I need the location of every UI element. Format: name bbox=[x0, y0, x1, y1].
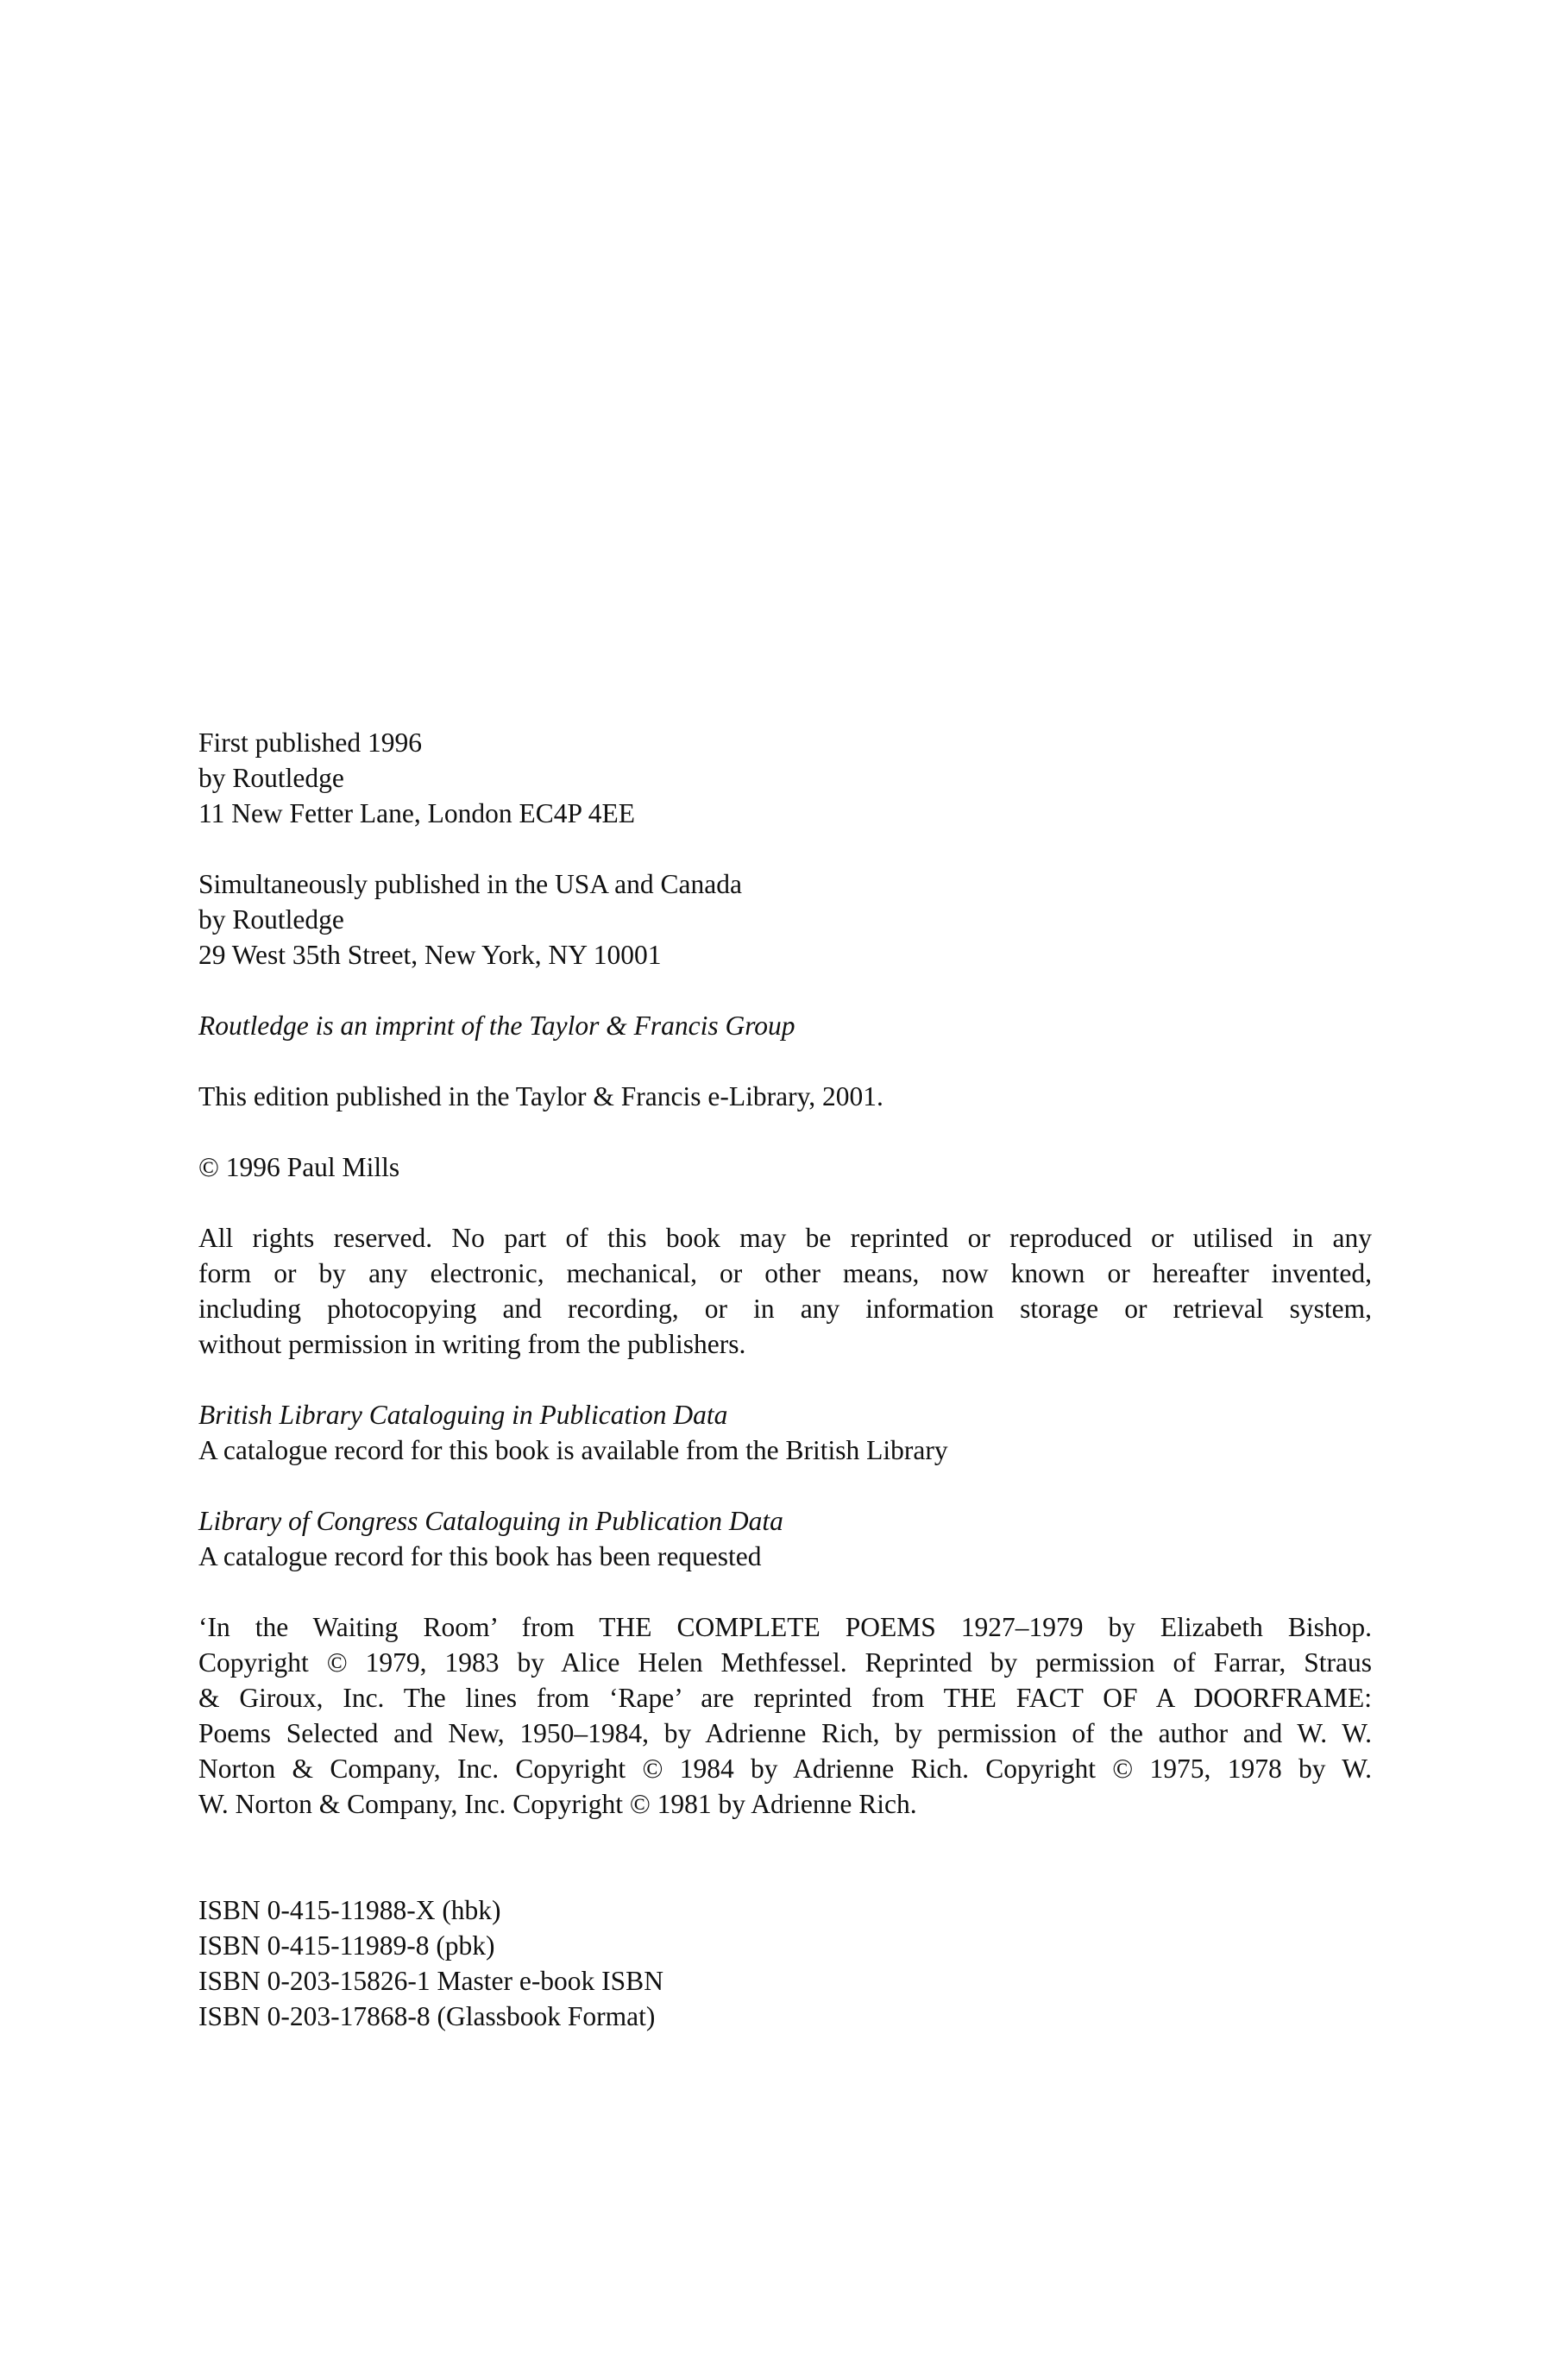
library-of-congress-heading: Library of Congress Cataloguing in Publication Data bbox=[198, 1506, 783, 1536]
permissions-line: Norton & Company, Inc. Copyright © 1984 by Adrienne Rich. Copyright © 1975, 1978 by W. bbox=[198, 1754, 1372, 1784]
rights-line: including photocopying and recording, or in any information storage or retrieval system, bbox=[198, 1294, 1372, 1324]
publisher-address-newyork: 29 West 35th Street, New York, NY 10001 bbox=[198, 940, 662, 970]
permissions-line: ‘In the Waiting Room’ from THE COMPLETE POEMS 1927–1979 by Elizabeth Bishop. bbox=[198, 1612, 1372, 1642]
british-library-heading: British Library Cataloguing in Publication Data bbox=[198, 1400, 728, 1430]
copyright-block bbox=[198, 1149, 1372, 1185]
rights-line: without permission in writing from the publishers. bbox=[198, 1329, 746, 1359]
publisher-line: by Routledge bbox=[198, 763, 344, 793]
isbn-line: ISBN 0-203-15826-1 Master e-book ISBN bbox=[198, 1966, 663, 1996]
rights-line: form or by any electronic, mechanical, or other means, now known or hereafter invented, bbox=[198, 1258, 1372, 1288]
permissions-line: & Giroux, Inc. The lines from ‘Rape’ are reprinted from THE FACT OF A DOORFRAME: bbox=[198, 1683, 1372, 1713]
permissions-line: W. Norton & Company, Inc. Copyright © 1981 by Adrienne Rich. bbox=[198, 1789, 917, 1819]
imprint-note: Routledge is an imprint of the Taylor & Francis Group bbox=[198, 1011, 795, 1041]
publication-block bbox=[198, 725, 1372, 831]
imprint-block bbox=[198, 1008, 1372, 1043]
isbn-block bbox=[198, 1892, 1372, 2034]
simultaneous-line: Simultaneously published in the USA and Canada bbox=[198, 869, 742, 899]
british-library-block bbox=[198, 1397, 1372, 1468]
permissions-line: Poems Selected and New, 1950–1984, by Adrienne Rich, by permission of the author and W. W. bbox=[198, 1718, 1372, 1748]
permissions-line: Copyright © 1979, 1983 by Alice Helen Methfessel. Reprinted by permission of Farrar, Straus bbox=[198, 1647, 1372, 1678]
edition-block bbox=[198, 1079, 1372, 1114]
isbn-line: ISBN 0-415-11989-8 (pbk) bbox=[198, 1930, 495, 1961]
first-published-line: First published 1996 bbox=[198, 727, 423, 758]
rights-block bbox=[198, 1220, 1372, 1362]
simultaneous-publisher-line: by Routledge bbox=[198, 904, 344, 935]
copyright-notice: © 1996 Paul Mills bbox=[198, 1152, 400, 1182]
library-of-congress-text: A catalogue record for this book has been requested bbox=[198, 1541, 762, 1571]
edition-note: This edition published in the Taylor & Francis e-Library, 2001. bbox=[198, 1081, 883, 1111]
isbn-line: ISBN 0-415-11988-X (hbk) bbox=[198, 1895, 501, 1925]
british-library-text: A catalogue record for this book is available from the British Library bbox=[198, 1435, 948, 1465]
copyright-page bbox=[198, 725, 1372, 2034]
publisher-address-london: 11 New Fetter Lane, London EC4P 4EE bbox=[198, 798, 635, 828]
isbn-line: ISBN 0-203-17868-8 (Glassbook Format) bbox=[198, 2001, 656, 2031]
rights-line: All rights reserved. No part of this book may be reprinted or reproduced or utilised in any bbox=[198, 1223, 1372, 1253]
simultaneous-publication-block bbox=[198, 866, 1372, 973]
library-of-congress-block bbox=[198, 1503, 1372, 1574]
permissions-block bbox=[198, 1609, 1372, 1822]
